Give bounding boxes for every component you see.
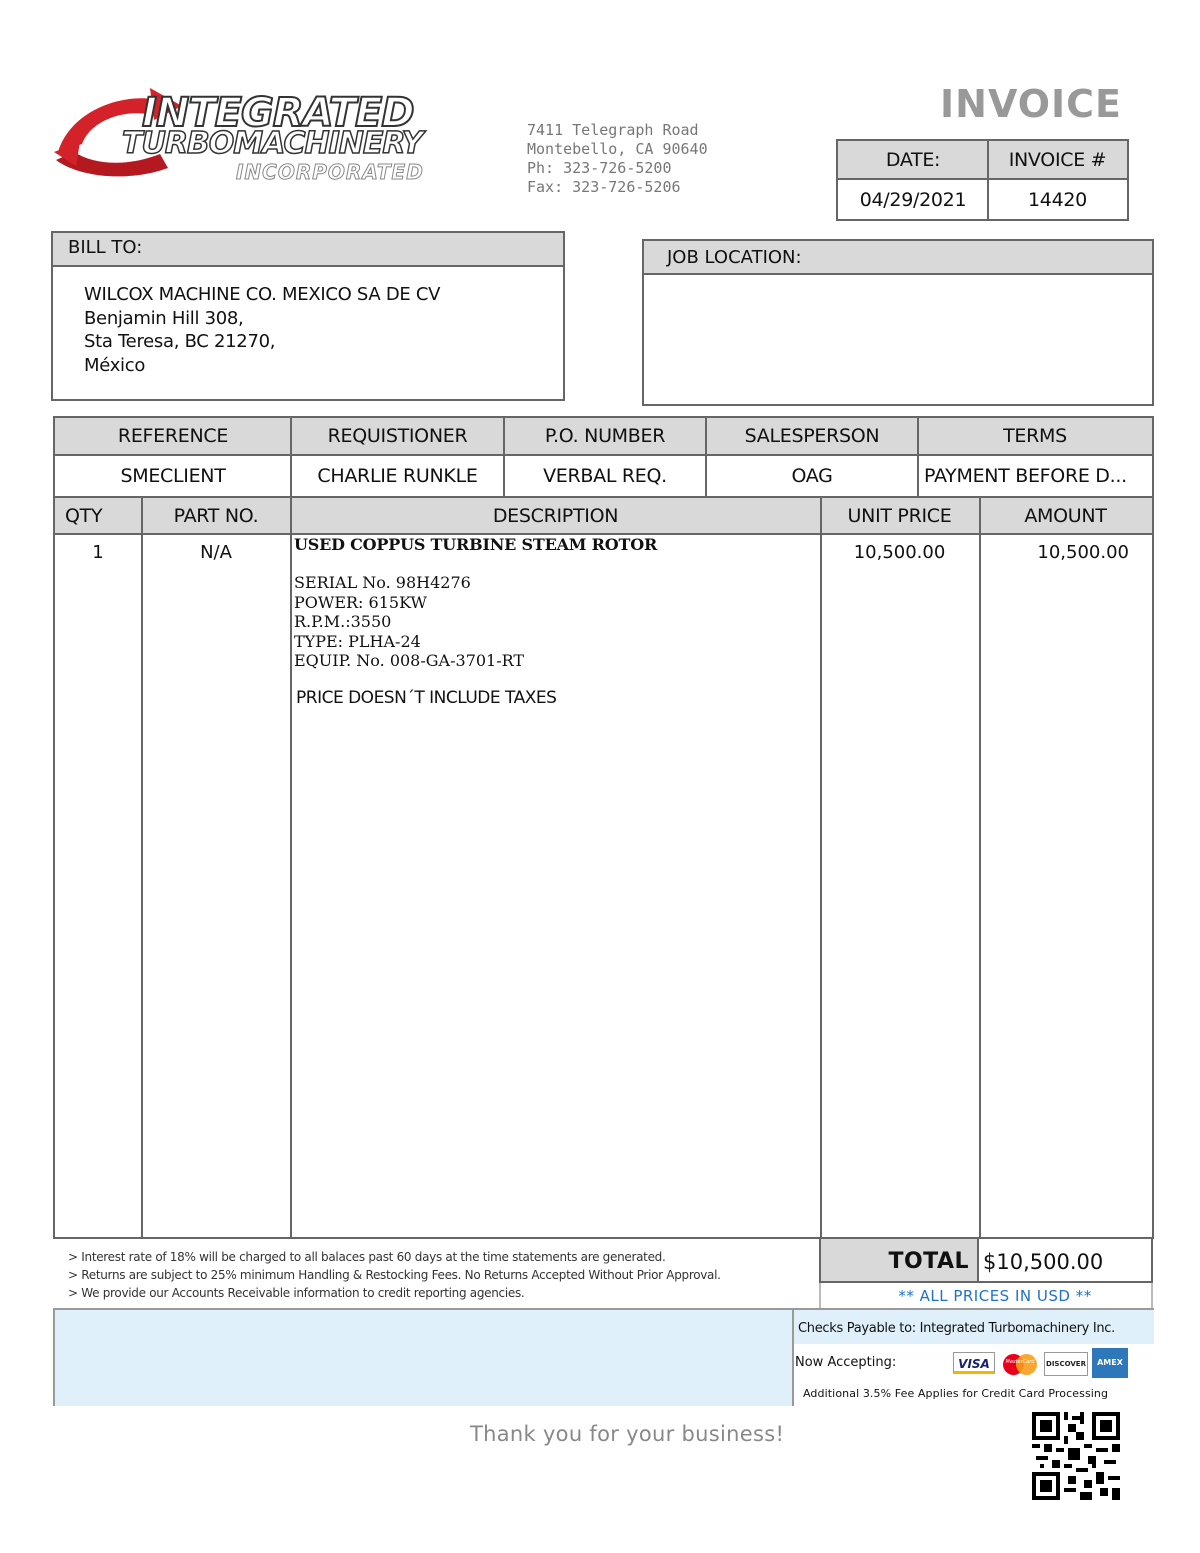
address-line-2: Montebello, CA 90640 bbox=[527, 140, 708, 158]
bill-to-line: Benjamin Hill 308, bbox=[84, 307, 244, 329]
bill-to-address bbox=[84, 283, 440, 377]
payment-section bbox=[53, 1308, 1154, 1406]
invoice-title: INVOICE bbox=[940, 82, 1122, 126]
job-location-box bbox=[642, 239, 1154, 406]
reference-header: REFERENCE bbox=[117, 425, 229, 447]
bill-to-box bbox=[51, 231, 565, 401]
note-line: > We provide our Accounts Receivable information to credit reporting agencies. bbox=[68, 1286, 525, 1300]
qty-value: 1 bbox=[92, 542, 104, 563]
note-line: > Interest rate of 18% will be charged to all balaces past 60 days at the time statements are generated. bbox=[68, 1250, 666, 1264]
date-label: DATE: bbox=[838, 141, 988, 178]
now-accepting: Now Accepting: bbox=[795, 1355, 897, 1370]
invoice-number: 14420 bbox=[1028, 188, 1087, 211]
description-line: EQUIP. No. 008-GA-3701-RT bbox=[294, 651, 525, 670]
bill-to-line: WILCOX MACHINE CO. MEXICO SA DE CV bbox=[84, 284, 441, 305]
total-value: $10,500.00 bbox=[983, 1250, 1104, 1274]
description-line: TYPE: PLHA-24 bbox=[294, 631, 421, 651]
po-number-header: P.O. NUMBER bbox=[544, 425, 666, 447]
company-logo bbox=[50, 82, 450, 192]
job-location-label: JOB LOCATION: bbox=[644, 241, 1152, 275]
phone: Ph: 323-726-5200 bbox=[527, 159, 672, 177]
requisitioner-value: CHARLIE RUNKLE bbox=[317, 465, 478, 487]
total-box bbox=[819, 1237, 1153, 1283]
fee-note: Additional 3.5% Fee Applies for Credit Card Processing bbox=[803, 1387, 1109, 1400]
description-line: POWER: 615KW bbox=[294, 592, 427, 612]
description-line: SERIAL No. 98H4276 bbox=[294, 573, 471, 592]
amex-icon: AMEX bbox=[1092, 1348, 1128, 1378]
payment-blank-area bbox=[53, 1310, 794, 1406]
part-no-header: PART NO. bbox=[173, 504, 259, 527]
discover-icon: DISCOVER bbox=[1044, 1352, 1088, 1376]
invoice-date: 04/29/2021 bbox=[859, 188, 967, 211]
qty-header: QTY bbox=[65, 504, 103, 527]
logo-line-2: TURBOMACHINERY bbox=[122, 126, 423, 161]
qr-code-icon bbox=[1032, 1412, 1120, 1500]
logo-line-3: INCORPORATED bbox=[236, 160, 424, 184]
reference-value: SMECLIENT bbox=[120, 465, 226, 487]
order-table bbox=[53, 416, 1154, 1239]
total-label: TOTAL bbox=[821, 1239, 979, 1281]
description-line: R.P.M.:3550 bbox=[294, 612, 392, 631]
unit-price-header: UNIT PRICE bbox=[847, 504, 952, 527]
requisitioner-header: REQUISTIONER bbox=[327, 425, 468, 447]
fax: Fax: 323-726-5206 bbox=[527, 178, 681, 196]
terms-value: PAYMENT BEFORE D... bbox=[924, 465, 1127, 487]
mastercard-label: MasterCard bbox=[1005, 1359, 1035, 1365]
terms-notes bbox=[68, 1248, 828, 1302]
description-note: PRICE DOESN´T INCLUDE TAXES bbox=[296, 687, 557, 708]
invoice-number-label: INVOICE # bbox=[988, 141, 1127, 178]
visa-icon: VISA bbox=[953, 1352, 995, 1374]
part-no-value: N/A bbox=[200, 542, 232, 563]
checks-payable: Checks Payable to: Integrated Turbomachinery Inc. bbox=[798, 1321, 1115, 1336]
bill-to-line: Sta Teresa, BC 21270, bbox=[84, 331, 276, 352]
address-line-1: 7411 Telegraph Road bbox=[527, 121, 699, 139]
terms-header: TERMS bbox=[1003, 425, 1067, 447]
salesperson-value: OAG bbox=[791, 465, 833, 487]
po-number-value: VERBAL REQ. bbox=[543, 465, 667, 487]
logo-line-1: INTEGRATED bbox=[142, 90, 414, 136]
currency-note: ** ALL PRICES IN USD ** bbox=[898, 1287, 1092, 1305]
thank-you-message: Thank you for your business! bbox=[470, 1422, 785, 1446]
description-title: USED COPPUS TURBINE STEAM ROTOR bbox=[294, 535, 658, 554]
description-header: DESCRIPTION bbox=[492, 504, 619, 527]
unit-price-value: 10,500.00 bbox=[853, 542, 946, 563]
bill-to-line: México bbox=[84, 354, 146, 376]
company-address bbox=[527, 121, 787, 197]
note-line: > Returns are subject to 25% minimum Handling & Restocking Fees. No Returns Accepted Without Prior Approval. bbox=[68, 1268, 721, 1282]
mastercard-icon bbox=[999, 1352, 1041, 1376]
invoice-meta-box bbox=[836, 139, 1129, 221]
bill-to-label: BILL TO: bbox=[53, 233, 563, 267]
salesperson-header: SALESPERSON bbox=[744, 425, 880, 447]
amount-value: 10,500.00 bbox=[1037, 542, 1129, 563]
amount-header: AMOUNT bbox=[1024, 504, 1107, 527]
item-description bbox=[294, 535, 814, 709]
